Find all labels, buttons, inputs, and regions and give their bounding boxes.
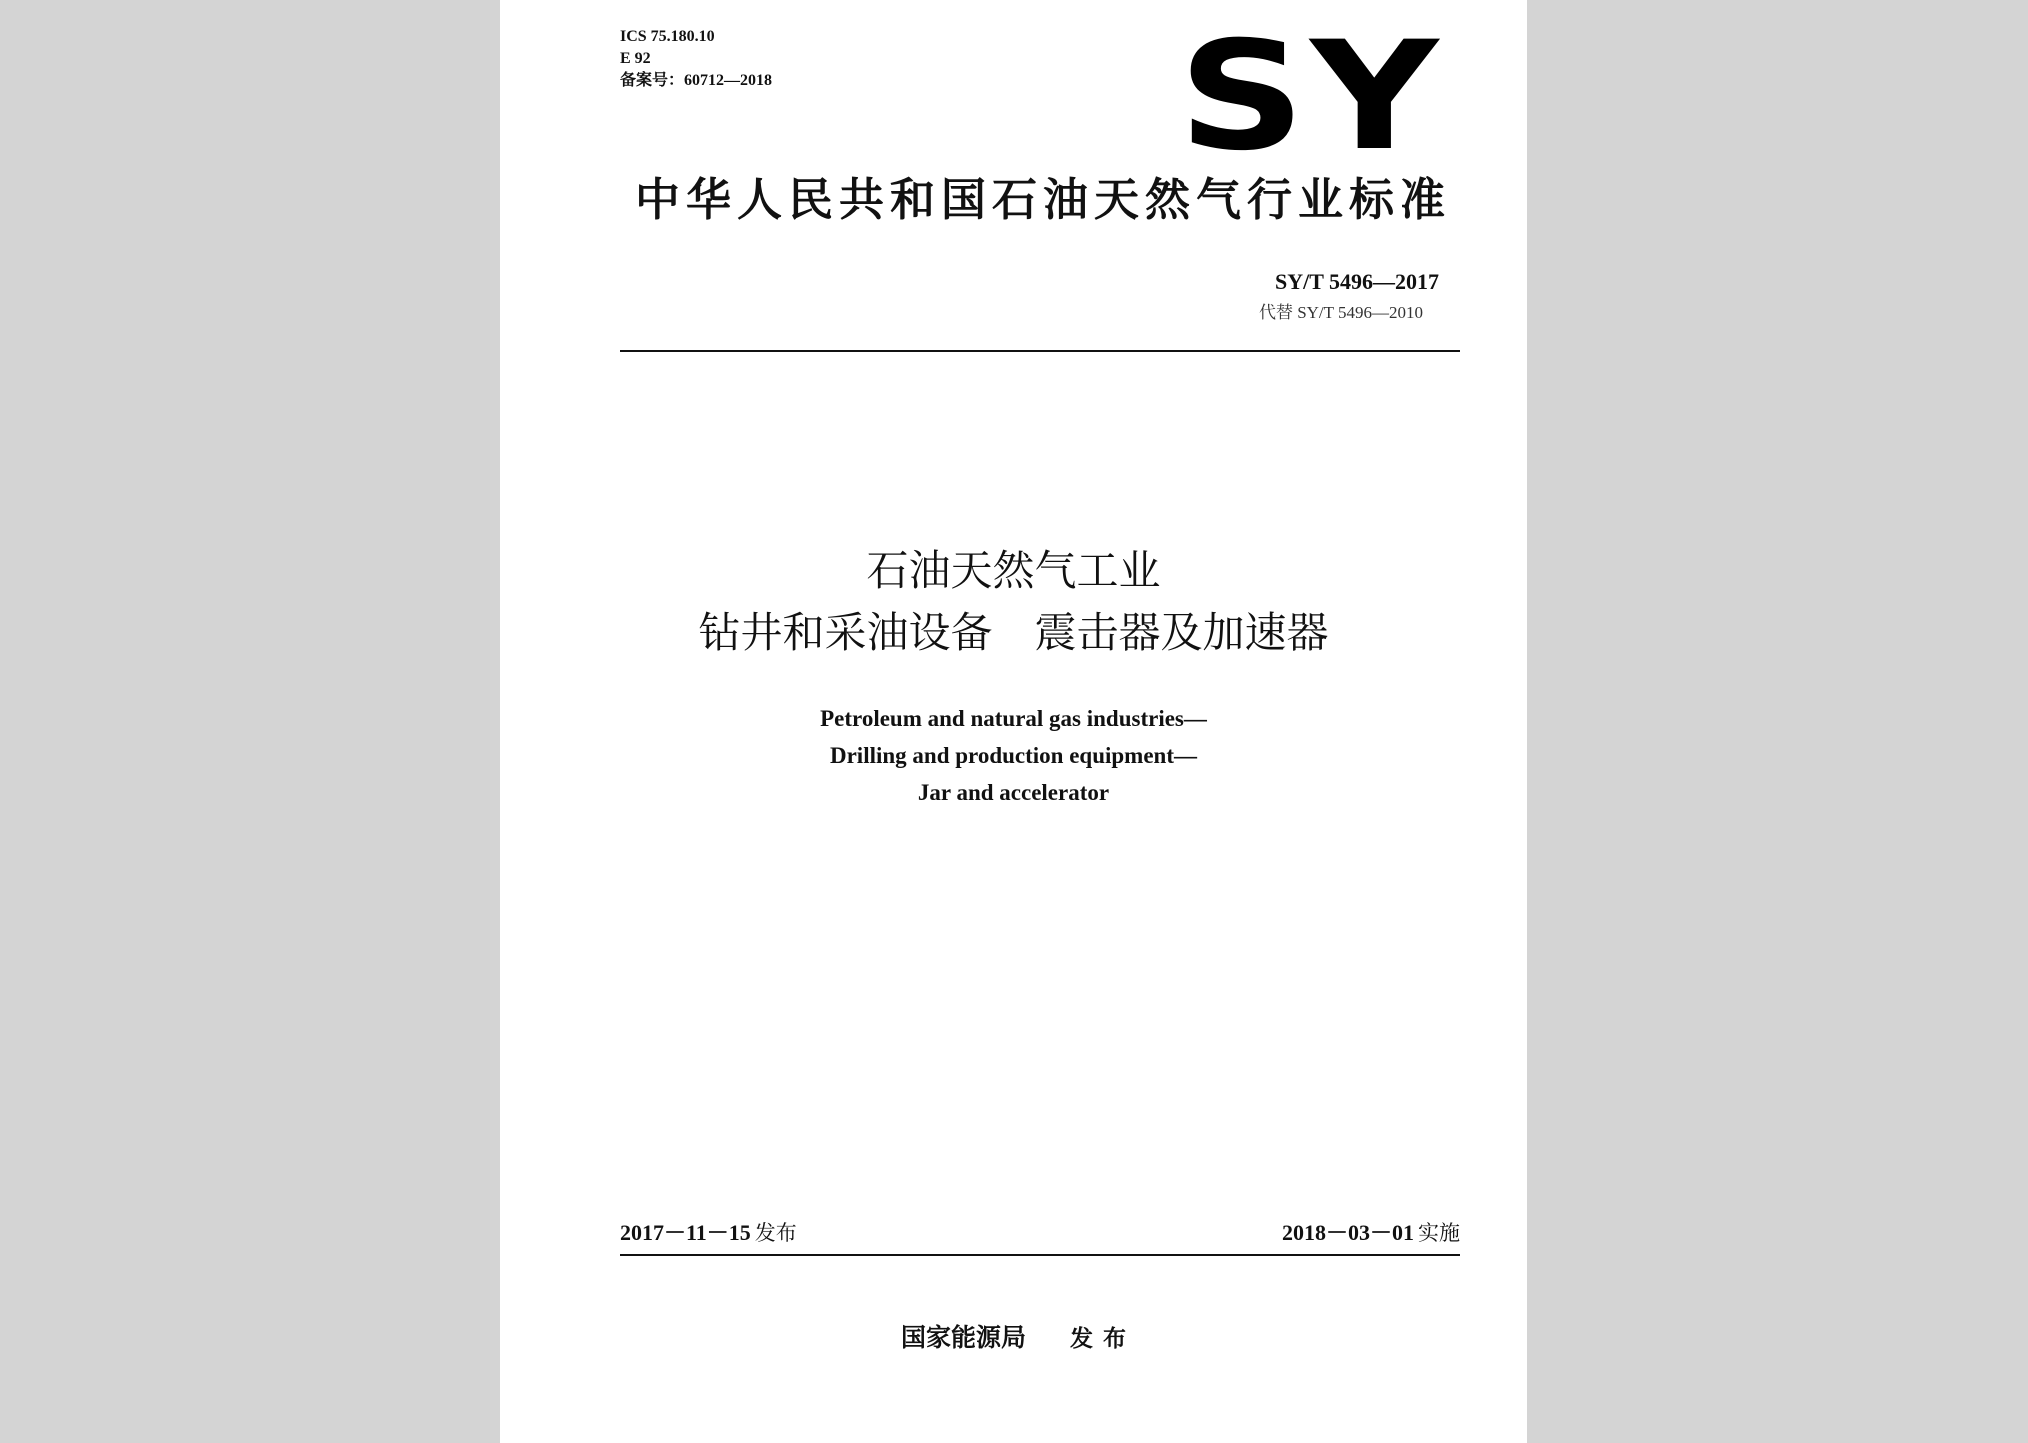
issuer-action: 发布 [1070,1326,1136,1352]
issuer-name: 国家能源局 [900,1323,1026,1352]
effective-label: 实施 [1418,1221,1460,1245]
title-en-line3: Jar and accelerator [917,780,1110,805]
replaces-standard: 代替 SY/T 5496—2010 [1258,303,1423,322]
effective-date-block [1282,1218,1460,1248]
title-en-line1: Petroleum and natural gas industries— [820,706,1207,731]
title-chinese [500,540,1527,664]
effective-date: 2018－03－01 [1281,1220,1414,1245]
release-date-block [620,1218,797,1248]
ics-code: ICS 75.180.10 [620,28,715,45]
title-cn-line1: 石油天然气工业 [866,546,1161,595]
sy-logo: SY [1178,10,1444,184]
filing-number: 备案号：60712—2018 [620,72,773,89]
bottom-divider [620,1254,1460,1256]
date-row [620,1218,1460,1248]
top-divider [620,350,1460,352]
title-english [500,700,1527,811]
classification-block [620,26,772,92]
title-en-line2: Drilling and production equipment— [829,743,1197,768]
title-cn-line2-part1: 钻井和采油设备 [698,608,993,657]
title-cn-line2 [500,602,1527,664]
document-page [500,0,1527,1443]
ccs-code: E 92 [620,50,651,67]
release-label: 发布 [754,1221,797,1245]
release-date: 2017－11－15 [620,1220,751,1245]
issuer-line [500,1320,1527,1357]
standard-code: SY/T 5496—2017 [1274,269,1439,294]
org-title: 中华人民共和国石油天然气行业标准 [634,173,1451,226]
title-cn-line2-part2: 震击器及加速器 [1034,608,1329,657]
